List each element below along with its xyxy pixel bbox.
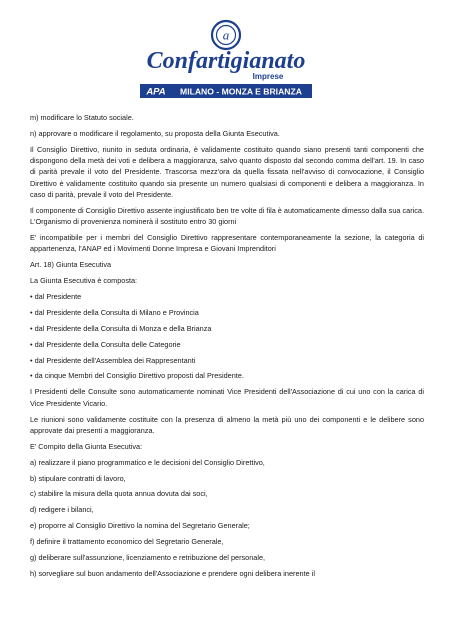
logo-apa-text: APA: [146, 86, 166, 98]
duty-item: h) sorvegliare sul buon andamento dell'Associazione e prendere ogni delibera inerente il: [30, 568, 315, 578]
paragraph-meetings: Le riunioni sono validamente costituite con la presenza di almeno la metà più uno dei componenti e le delibere sono approvate dai presenti a maggioranza.: [30, 414, 424, 435]
paragraph-incompatibility: E' incompatibile per i membri del Consiglio Direttivo rappresentare contemporaneamente la sezione, la categoria di appartenenza, l'ANAP ed i Movimenti Donne Impresa e Giovani Imprenditori: [30, 233, 424, 254]
paragraph-quorum: Il Consiglio Direttivo, riunito in seduta ordinaria, è validamente costituito quando siano presenti tanti componenti che dispongono della metà dei voti e delibera a maggioranza, salvo quanto disposto dal secondo comma dell'art. 19. In caso di parità prevale il voto del Presidente. Trascorsa mezz'ora da quella fissata nell'avviso di convocazione, il Consiglio Direttivo è validamente costituito quando sia presente un numero qualsiasi di componenti e delibera a maggioranza. In caso di parità, prevale il voto del Presidente.: [30, 144, 424, 199]
list-item: • dal Presidente della Consulta di Milano e Provincia: [30, 307, 199, 317]
paragraph-n: n) approvare o modificare il regolamento, su proposta della Giunta Esecutiva.: [30, 128, 280, 138]
logo-sub-text: Imprese: [252, 72, 284, 81]
document-body: [30, 112, 424, 584]
logo-emblem-letter: a: [222, 27, 230, 43]
paragraph-duties-intro: E' Compito della Giunta Esecutiva:: [30, 441, 143, 451]
paragraph-absence: Il componente di Consiglio Direttivo assente ingiustificato ben tre volte di fila è automaticamente dimesso dalla sua carica. L'Organismo di provenienza nominerà il sostituto entro 30 giorni: [30, 205, 424, 227]
list-item: • dal Presidente: [30, 292, 82, 302]
list-item: • da cinque Membri del Consiglio Direttivo proposti dal Presidente.: [30, 371, 244, 381]
list-item: • dal Presidente dell'Assemblea dei Rappresentanti: [30, 355, 196, 365]
paragraph-m: m) modificare lo Statuto sociale.: [30, 113, 134, 122]
list-item: • dal Presidente della Consulta di Monza e della Brianza: [30, 323, 212, 333]
paragraph-composition: La Giunta Esecutiva è composta:: [30, 276, 138, 286]
logo-brand-text: Confartigianato: [146, 48, 306, 74]
duty-item: f) definire il trattamento economico del Segretario Generale,: [30, 537, 224, 547]
list-item: • dal Presidente della Consulta delle Categorie: [30, 339, 181, 349]
duty-item: g) deliberare sull'assunzione, licenziamento e retribuzione del personale,: [30, 552, 266, 562]
logo-region-text: MILANO - MONZA E BRIANZA: [180, 86, 302, 97]
duty-item: a) realizzare il piano programmatico e le decisioni del Consiglio Direttivo,: [30, 457, 265, 467]
duty-item: c) stabilire la misura della quota annua dovuta dai soci,: [30, 489, 208, 499]
duty-item: e) proporre al Consiglio Direttivo la nomina del Segretario Generale;: [30, 521, 250, 531]
duty-item: b) stipulare contratti di lavoro,: [30, 473, 126, 483]
paragraph-vice-presidents: I Presidenti delle Consulte sono automaticamente nominati Vice Presidenti dell'Associazione di cui uno con la carica di Vice Presidente Vicario.: [30, 387, 424, 408]
duty-item: d) redigere i bilanci,: [30, 505, 94, 515]
article-heading: Art. 18) Giunta Esecutiva: [30, 260, 112, 270]
confartigianato-logo: [136, 18, 316, 104]
